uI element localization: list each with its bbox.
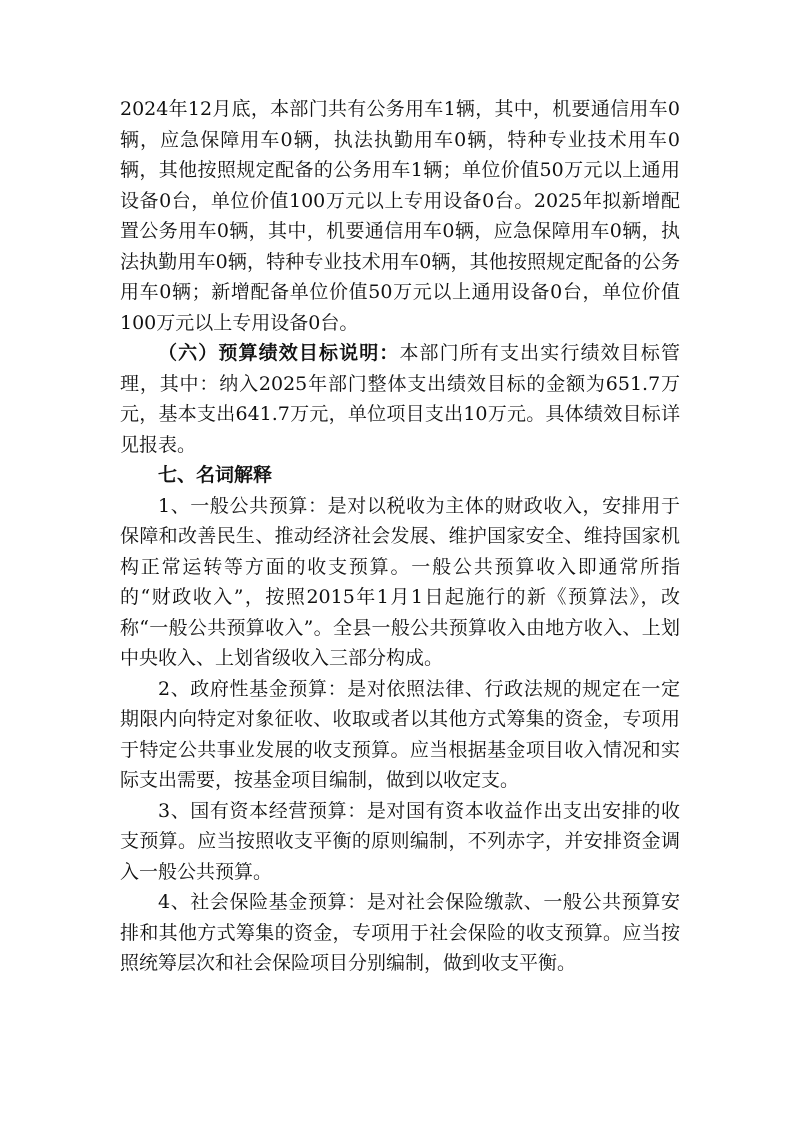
term-government-fund-budget: 2、政府性基金预算：是对依照法律、行政法规的规定在一定期限内向特定对象征收、收取或者以其他方式筹集的资金，专项用于特定公共事业发展的收支预算。应当根据基金项目收入情况和实际支出需要，按基金项目编制，做到以收定支。	[120, 677, 680, 791]
term-general-budget: 1、一般公共预算：是对以税收为主体的财政收入，安排用于保障和改善民生、推动经济社会发展、维护国家安全、维持国家机构正常运转等方面的收支预算。一般公共预算收入即通常所指的“财政收入”，按照2015年1月1日起施行的新《预算法》，改称“一般公共预算收入”。全县一般公共预算收入由地方收入、上划中央收入、上划省级收入三部分构成。	[120, 494, 680, 669]
term-state-capital-budget: 3、国有资本经营预算：是对国有资本收益作出支出安排的收支预算。应当按照收支平衡的原则编制，不列赤字，并安排资金调入一般公共预算。	[120, 799, 680, 883]
performance-label: （六）预算绩效目标说明：	[158, 342, 400, 364]
document-page	[120, 94, 680, 979]
vehicles-paragraph: 2024年12月底，本部门共有公务用车1辆，其中，机要通信用车0辆，应急保障用车0辆，执法执勤用车0辆，特种专业技术用车0辆，其他按照规定配备的公务用车1辆；单位价值50万元以上通用设备0台，单位价值100万元以上专用设备0台。2025年拟新增配置公务用车0辆，其中，机要通信用车0辆，应急保障用车0辆，执法执勤用车0辆，特种专业技术用车0辆，其他按照规定配备的公务用车0辆；新增配备单位价值50万元以上通用设备0台，单位价值100万元以上专用设备0台。	[120, 98, 680, 334]
term-social-insurance-budget: 4、社会保险基金预算：是对社会保险缴款、一般公共预算安排和其他方式筹集的资金，专项用于社会保险的收支预算。应当按照统筹层次和社会保险项目分别编制，做到收支平衡。	[120, 891, 680, 974]
section-title: 七、名词解释	[158, 464, 273, 486]
performance-paragraph	[120, 338, 680, 460]
performance-text: 本部门所有支出实行绩效目标管理，其中：纳入2025年部门整体支出绩效目标的金额为651.7万元，基本支出641.7万元，单位项目支出10万元。具体绩效目标详见报表。	[120, 342, 680, 456]
